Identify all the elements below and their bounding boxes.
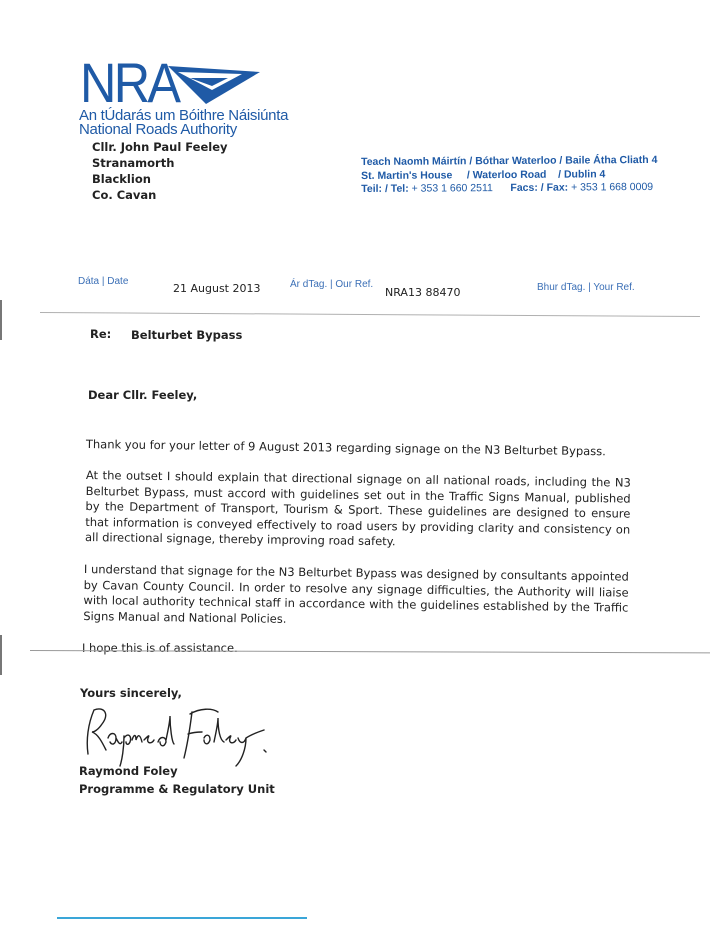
our-ref-label: Ár dTag. | Our Ref.: [290, 279, 374, 290]
footer-accent-line: [57, 917, 307, 919]
paragraph-3-text: I understand that signage for the N3 Belturbet Bypass was designed by consultants appointed by Cavan County Council. In order to resolve any signage difficulties, the Authority will liaise with local authority technical staff in accordance with the guidelines established by the Traffic Signs Manual and National Policies.: [83, 562, 629, 626]
signatory-unit: Programme & Regulatory Unit: [79, 782, 275, 796]
fax-value: + 353 1 668 0009: [571, 180, 654, 194]
recipient-line2: Blacklion: [92, 172, 151, 186]
closing: Yours sincerely,: [80, 686, 182, 700]
paragraph-2-text: At the outset I should explain that directional signage on all national roads, including the N3 Belturbet Bypass, must accord with guidelines set out in the Traffic Signs Manual, published by the Department of Transport, Tourism & Sport. These guidelines are designed to ensure that information is conveyed effectively to road users by providing clarity and consistency on all directional signage, thereby improving road safety.: [84, 468, 631, 549]
our-ref-value: NRA13 88470: [385, 286, 461, 299]
fax-label: Facs: / Fax:: [510, 181, 569, 194]
tel-label: Teil: / Tel:: [361, 182, 409, 195]
logo-english-name: National Roads Authority: [79, 121, 237, 138]
paragraph-3: [83, 562, 629, 632]
subject-value: Belturbet Bypass: [131, 328, 243, 342]
paragraph-1: [86, 437, 631, 460]
recipient-line1: Stranamorth: [92, 156, 175, 170]
salutation: Dear Cllr. Feeley,: [88, 388, 198, 402]
tel-value: + 353 1 660 2511: [411, 182, 493, 195]
your-ref-label: Bhur dTag. | Your Ref.: [537, 282, 635, 293]
paragraph-4-text: I hope this is of assistance.: [82, 641, 238, 655]
date-label: Dáta | Date: [78, 276, 129, 287]
scan-margin-mark: [0, 300, 2, 340]
sender-address: [361, 154, 658, 197]
reference-divider: [40, 312, 700, 317]
recipient-line3: Co. Cavan: [92, 188, 157, 202]
scan-margin-mark-lower: [0, 635, 2, 675]
subject-label: Re:: [90, 327, 112, 341]
logo-irish-name: An tÚdarás um Bóithre Náisiúnta: [79, 107, 289, 124]
handwritten-signature: [80, 702, 280, 772]
paragraph-1-text: Thank you for your letter of 9 August 2013 regarding signage on the N3 Belturbet Bypass.: [85, 437, 606, 459]
sender-contact-row: [361, 181, 657, 197]
date-value: 21 August 2013: [173, 282, 261, 295]
nra-logo-letters: NRA: [80, 51, 179, 114]
paragraph-4: [82, 641, 482, 657]
recipient-name: Cllr. John Paul Feeley: [92, 140, 228, 154]
sender-address-line2: St. Martin's House / Waterloo Road / Dublin 4: [361, 167, 606, 182]
nra-logo-swoosh-icon: [168, 58, 263, 108]
signatory-name: Raymond Foley: [79, 764, 178, 778]
sender-address-line1: Teach Naomh Máirtín / Bóthar Waterloo / Baile Átha Cliath 4: [361, 153, 658, 168]
recipient-address: [92, 139, 228, 203]
paragraph-2: [85, 468, 631, 553]
